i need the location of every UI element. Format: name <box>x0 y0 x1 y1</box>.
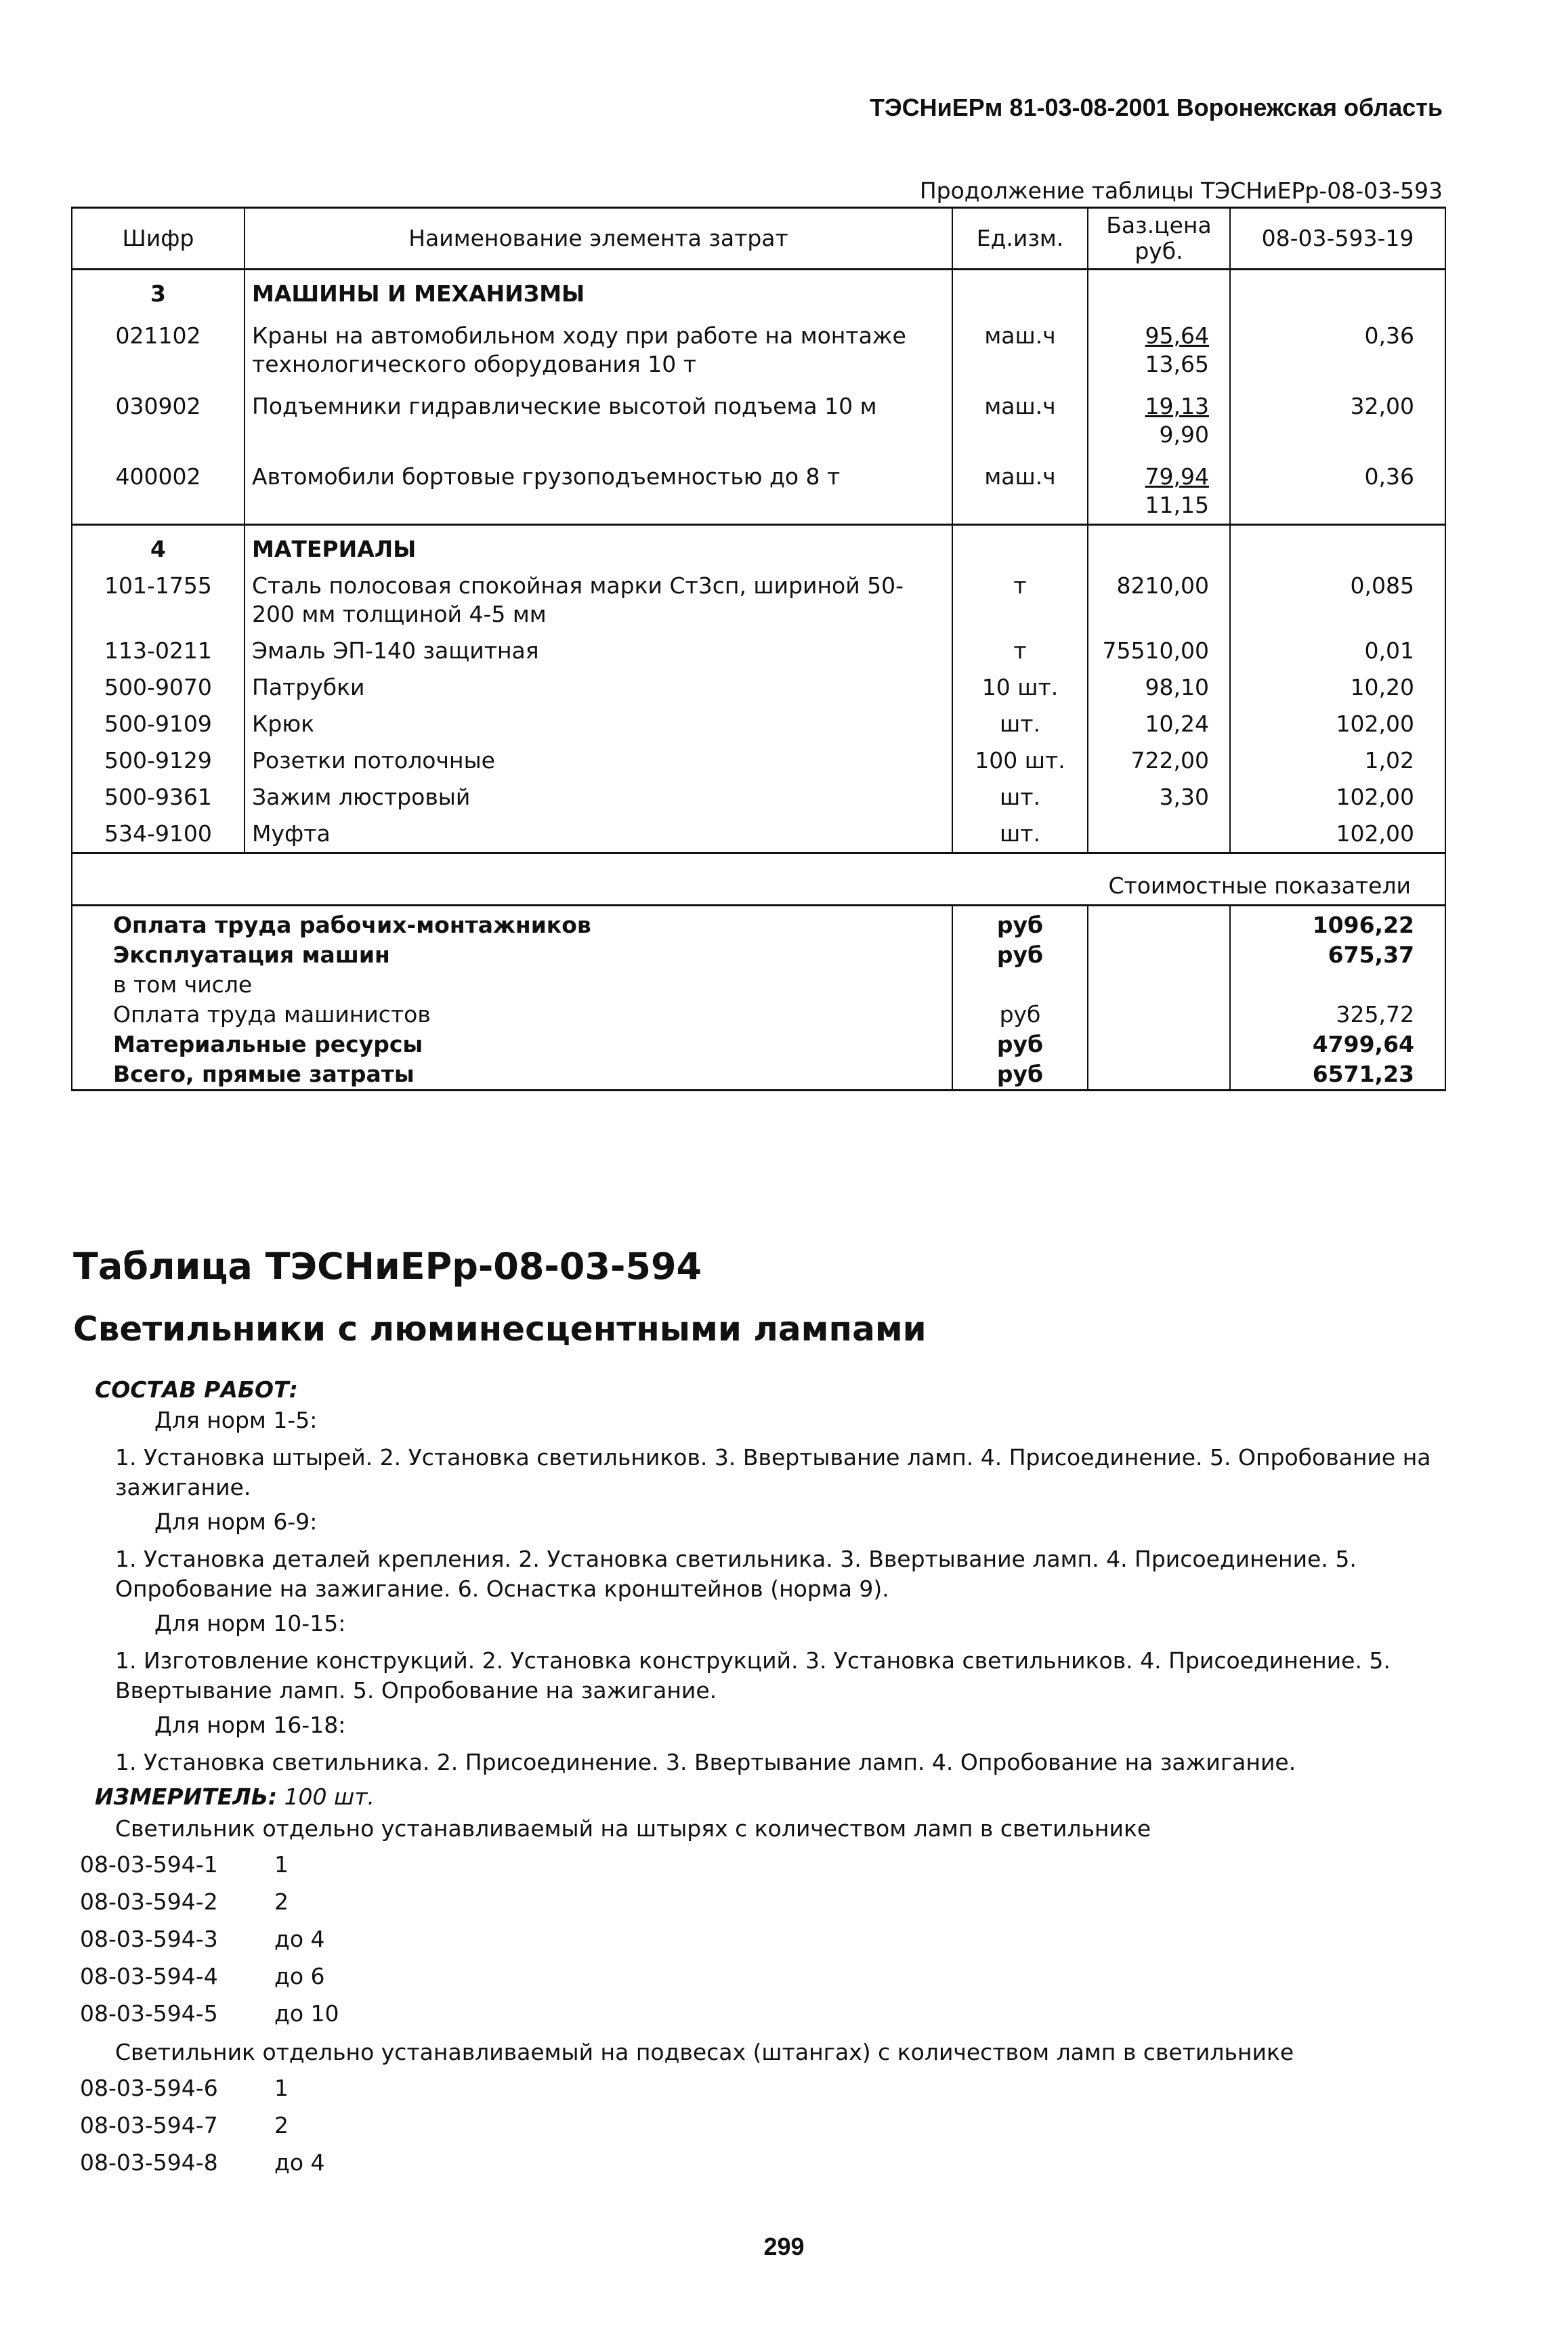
total-value: 1096,22 <box>1230 906 1445 941</box>
row-value: 102,00 <box>1230 816 1445 853</box>
norm-value: 2 <box>274 1888 289 1915</box>
total-value: 325,72 <box>1230 1000 1445 1030</box>
table-row <box>72 453 1445 525</box>
row-code: 500-9109 <box>72 706 245 742</box>
section-subtitle: Светильники с люминесцентными лампами <box>73 1309 927 1349</box>
group-heading: Для норм 10-15: <box>154 1610 346 1637</box>
section-row-machines <box>72 270 1445 313</box>
table-row <box>72 779 1445 816</box>
table-row <box>72 706 1445 742</box>
row-price <box>1088 312 1230 383</box>
col-header-name: Наименование элемента затрат <box>245 208 952 270</box>
row-unit: маш.ч <box>952 453 1088 525</box>
row-code: 030902 <box>72 383 245 453</box>
total-value: 675,37 <box>1230 940 1445 970</box>
row-code: 400002 <box>72 453 245 525</box>
list1-heading: Светильник отдельно устанавливаемый на штырях с количеством ламп в светильнике <box>115 1815 1151 1842</box>
list-item <box>0 1963 610 1993</box>
row-unit: т <box>952 633 1088 669</box>
total-label: Оплата труда машинистов <box>72 1000 952 1030</box>
row-value: 0,085 <box>1230 568 1445 633</box>
row-price: 722,00 <box>1088 742 1230 779</box>
row-name: Патрубки <box>245 669 952 706</box>
total-label: Всего, прямые затраты <box>72 1059 952 1091</box>
row-name: Зажим люстровый <box>245 779 952 816</box>
total-row <box>72 1000 1445 1030</box>
section-title: МАТЕРИАЛЫ <box>245 525 952 568</box>
table-row <box>72 568 1445 633</box>
row-price <box>1088 453 1230 525</box>
total-unit <box>952 970 1088 1000</box>
table-row <box>72 383 1445 453</box>
row-price: 98,10 <box>1088 669 1230 706</box>
total-value: 4799,64 <box>1230 1030 1445 1059</box>
row-code: 534-9100 <box>72 816 245 853</box>
meter-value: 100 шт. <box>284 1783 375 1810</box>
group-text: 1. Установка светильника. 2. Присоединение. 3. Ввертывание ламп. 4. Опробование на зажигание. <box>115 1749 1296 1775</box>
cost-table <box>71 207 1446 1091</box>
norm-code: 08-03-594-6 <box>80 2075 218 2101</box>
total-label: Оплата труда рабочих-монтажников <box>72 906 952 941</box>
row-name: Муфта <box>245 816 952 853</box>
table-row <box>72 742 1445 779</box>
row-name: Подъемники гидравлические высотой подъема 10 м <box>245 383 952 453</box>
group-text: 1. Установка штырей. 2. Установка светильников. 3. Ввертывание ламп. 4. Присоединение. 5. Опробование на зажигание. <box>115 1444 1431 1500</box>
row-code: 113-0211 <box>72 633 245 669</box>
list-item <box>0 2075 610 2105</box>
norm-code: 08-03-594-5 <box>80 2000 218 2027</box>
row-name: Розетки потолочные <box>245 742 952 779</box>
total-unit: руб <box>952 1030 1088 1059</box>
row-price: 10,24 <box>1088 706 1230 742</box>
list2-heading: Светильник отдельно устанавливаемый на подвесах (штангах) с количеством ламп в светильнике <box>115 2039 1294 2065</box>
norm-code: 08-03-594-7 <box>80 2112 218 2138</box>
row-name: Сталь полосовая спокойная марки Ст3сп, шириной 50-200 мм толщиной 4-5 мм <box>245 568 952 633</box>
group-heading: Для норм 16-18: <box>154 1712 346 1738</box>
col-header-code: Шифр <box>72 208 245 270</box>
group-heading: Для норм 6-9: <box>154 1508 318 1535</box>
row-code: 500-9070 <box>72 669 245 706</box>
row-code: 101-1755 <box>72 568 245 633</box>
row-value: 0,36 <box>1230 453 1445 525</box>
total-unit: руб <box>952 940 1088 970</box>
norm-value: до 10 <box>274 2000 339 2027</box>
table-row <box>72 669 1445 706</box>
table-row <box>72 816 1445 853</box>
table-header-row <box>72 208 1445 270</box>
group-text: 1. Изготовление конструкций. 2. Установка конструкций. 3. Установка светильников. 4. Присоединение. 5. Ввертывание ламп. 5. Опробование на зажигание. <box>115 1647 1391 1704</box>
list-item <box>0 2149 610 2179</box>
norm-value: до 6 <box>274 1963 325 1989</box>
row-unit: маш.ч <box>952 383 1088 453</box>
total-label: Материальные ресурсы <box>72 1030 952 1059</box>
row-value: 10,20 <box>1230 669 1445 706</box>
norm-code: 08-03-594-8 <box>80 2149 218 2176</box>
section-row-materials <box>72 525 1445 568</box>
row-unit: шт. <box>952 816 1088 853</box>
row-name: Автомобили бортовые грузоподъемностью до 8 т <box>245 453 952 525</box>
col-header-norm: 08-03-593-19 <box>1230 208 1445 270</box>
total-row <box>72 906 1445 941</box>
row-value: 102,00 <box>1230 779 1445 816</box>
col-header-unit: Ед.изм. <box>952 208 1088 270</box>
row-code: 500-9361 <box>72 779 245 816</box>
total-value <box>1230 970 1445 1000</box>
row-code: 500-9129 <box>72 742 245 779</box>
list-item <box>0 1926 610 1956</box>
row-unit: 10 шт. <box>952 669 1088 706</box>
row-value: 102,00 <box>1230 706 1445 742</box>
row-value: 0,36 <box>1230 312 1445 383</box>
total-row <box>72 970 1445 1000</box>
section-title: МАШИНЫ И МЕХАНИЗМЫ <box>245 270 952 313</box>
col-header-price: Баз.цена руб. <box>1088 208 1230 270</box>
cost-indicators-row <box>72 853 1445 906</box>
total-row <box>72 1030 1445 1059</box>
section-number: 3 <box>72 270 245 313</box>
page-number: 299 <box>763 2233 805 2260</box>
group-text: 1. Установка деталей крепления. 2. Установка светильника. 3. Ввертывание ламп. 4. Присоединение. 5. Опробование на зажигание. 6. Оснастка кронштейнов (норма 9). <box>115 1546 1357 1602</box>
price-top: 79,94 <box>1145 463 1209 490</box>
total-unit: руб <box>952 1000 1088 1030</box>
total-row <box>72 1059 1445 1091</box>
row-value: 1,02 <box>1230 742 1445 779</box>
row-name: Краны на автомобильном ходу при работе на монтаже технологического оборудования 10 т <box>245 312 952 383</box>
row-unit: 100 шт. <box>952 742 1088 779</box>
norm-value: 1 <box>274 1851 289 1878</box>
running-header: ТЭСНиЕРм 81-03-08-2001 Воронежская область <box>870 93 1443 121</box>
list-item <box>0 2112 610 2142</box>
row-price: 75510,00 <box>1088 633 1230 669</box>
price-bottom: 9,90 <box>1159 421 1209 448</box>
meter-label: ИЗМЕРИТЕЛЬ: <box>95 1783 278 1810</box>
norm-value: 1 <box>274 2075 289 2101</box>
norm-value: до 4 <box>274 1926 325 1952</box>
row-value: 32,00 <box>1230 383 1445 453</box>
list-item <box>0 1851 610 1881</box>
norm-code: 08-03-594-2 <box>80 1888 218 1915</box>
row-code: 021102 <box>72 312 245 383</box>
row-price: 8210,00 <box>1088 568 1230 633</box>
norm-value: до 4 <box>274 2149 325 2176</box>
row-unit: т <box>952 568 1088 633</box>
total-label: Эксплуатация машин <box>72 940 952 970</box>
row-price <box>1088 816 1230 853</box>
norm-code: 08-03-594-1 <box>80 1851 218 1878</box>
row-price <box>1088 383 1230 453</box>
table-continuation-caption: Продолжение таблицы ТЭСНиЕРр-08-03-593 <box>919 177 1443 204</box>
price-bottom: 13,65 <box>1145 351 1209 377</box>
cost-indicators-label: Стоимостные показатели <box>72 853 1445 906</box>
norm-code: 08-03-594-3 <box>80 1926 218 1952</box>
norm-code: 08-03-594-4 <box>80 1963 218 1989</box>
total-row <box>72 940 1445 970</box>
price-bottom: 11,15 <box>1145 492 1209 518</box>
total-label: в том числе <box>72 970 952 1000</box>
table-row <box>72 312 1445 383</box>
price-top: 95,64 <box>1145 322 1209 349</box>
total-unit: руб <box>952 906 1088 941</box>
list-item <box>0 1888 610 1918</box>
total-value: 6571,23 <box>1230 1059 1445 1091</box>
meter-line <box>95 1783 375 1810</box>
row-price: 3,30 <box>1088 779 1230 816</box>
row-name: Эмаль ЭП-140 защитная <box>245 633 952 669</box>
composition-label: СОСТАВ РАБОТ: <box>95 1376 298 1403</box>
table-row <box>72 633 1445 669</box>
row-value: 0,01 <box>1230 633 1445 669</box>
price-top: 19,13 <box>1145 393 1209 419</box>
row-unit: маш.ч <box>952 312 1088 383</box>
row-unit: шт. <box>952 779 1088 816</box>
row-unit: шт. <box>952 706 1088 742</box>
total-unit: руб <box>952 1059 1088 1091</box>
section-title: Таблица ТЭСНиЕРр-08-03-594 <box>73 1245 702 1288</box>
group-heading: Для норм 1-5: <box>154 1407 318 1433</box>
section-number: 4 <box>72 525 245 568</box>
list-item <box>0 2000 610 2030</box>
norm-value: 2 <box>274 2112 289 2138</box>
row-name: Крюк <box>245 706 952 742</box>
